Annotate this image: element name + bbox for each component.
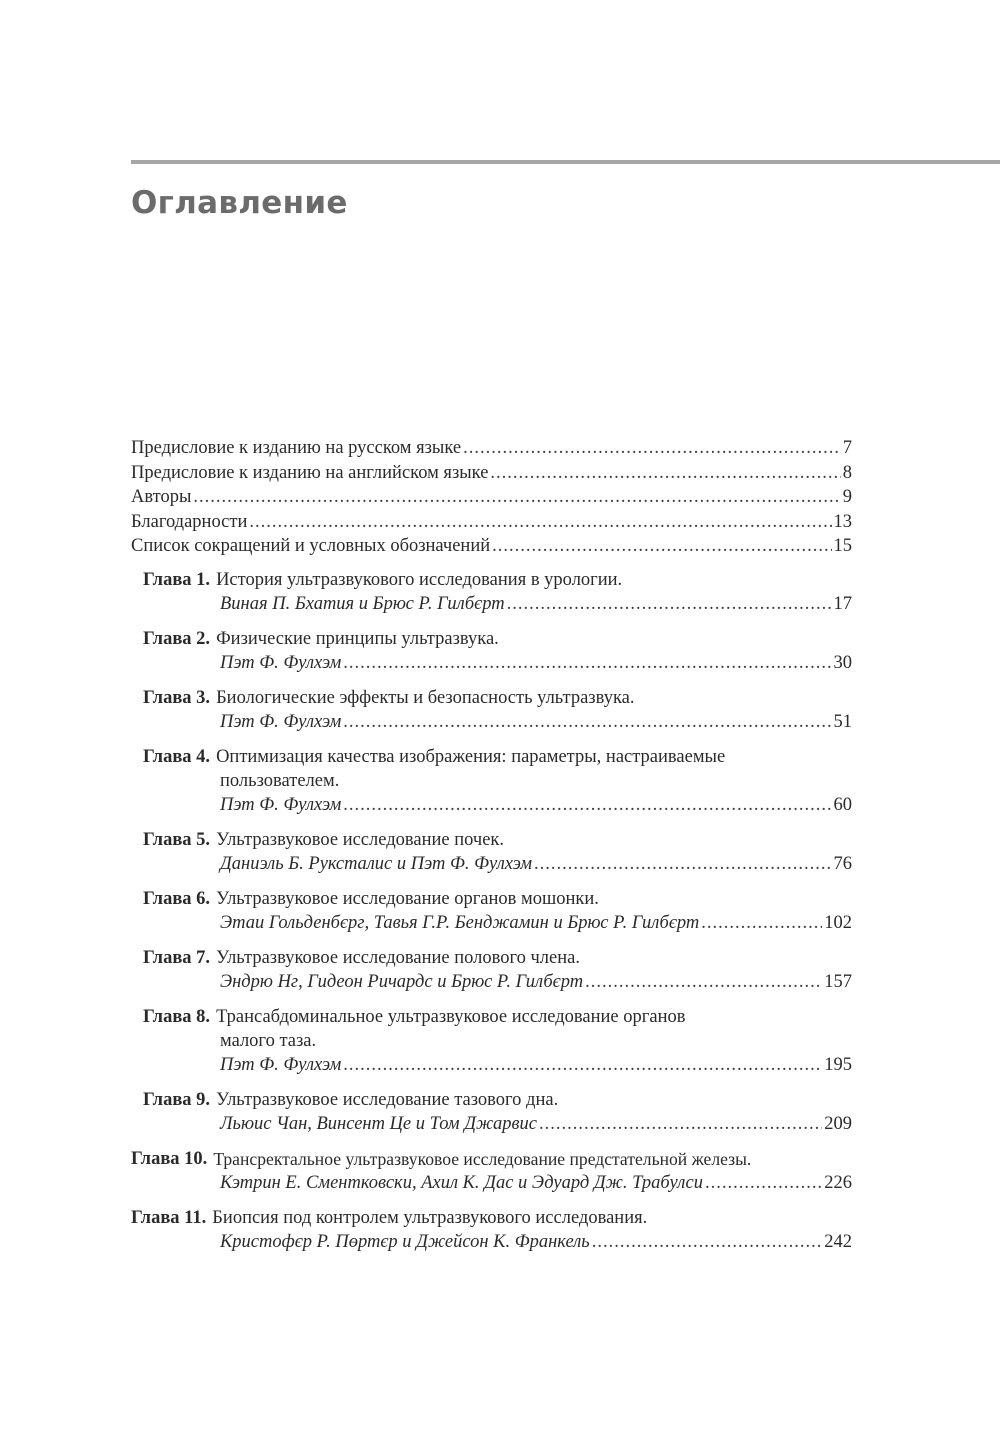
- chapter-title: Ультразвуковое исследование почек.: [216, 829, 505, 850]
- chapter-label: Глава 4.: [143, 746, 211, 767]
- chapter-title-line: [131, 627, 852, 651]
- chapter-authors-line: [131, 1171, 852, 1195]
- chapter-authors: Пэт Ф. Фулхэм: [220, 1054, 342, 1075]
- chapter-label: Глава 6.: [143, 888, 211, 909]
- chapter-authors-line: [131, 911, 852, 935]
- toc-entry-page: 15: [833, 536, 852, 557]
- chapter-authors: Этаи Гольденбєрг, Тавья Г.Р. Бенджамин и Брюс Р. Гилбєрт: [220, 912, 700, 933]
- chapter-label: Глава 3.: [143, 687, 211, 708]
- chapter-entry[interactable]: [131, 686, 852, 734]
- chapter-entry[interactable]: [131, 568, 852, 616]
- toc-entry-label: Список сокращений и условных обозначений: [131, 536, 491, 557]
- chapter-title-line: [131, 1206, 852, 1230]
- chapter-authors-line: [131, 970, 852, 994]
- chapter-label: Глава 9.: [143, 1089, 211, 1110]
- dot-leader: [534, 852, 832, 876]
- toc-entry-label: Благодарности: [131, 511, 248, 532]
- chapter-title: Ультразвуковое исследование полового члена.: [216, 947, 580, 968]
- toc-entry-page: 7: [842, 438, 852, 458]
- chapter-title: Трансректальное ультразвуковое исследование предстательной железы.: [213, 1148, 752, 1169]
- dot-leader: [343, 710, 831, 734]
- dot-leader: [343, 1053, 822, 1077]
- toc-entry-page: 9: [842, 487, 852, 508]
- chapter-title-line: [131, 686, 852, 710]
- dot-leader: [490, 461, 840, 485]
- toc-entry[interactable]: [131, 534, 852, 559]
- chapter-entry[interactable]: [131, 946, 852, 994]
- dot-leader: [701, 911, 822, 935]
- chapter-page: 226: [824, 1172, 852, 1193]
- chapter-label: Глава 5.: [143, 829, 211, 850]
- chapter-page: 157: [824, 971, 852, 992]
- chapter-authors: Эндрю Нг, Гидеон Ричардс и Брюс Р. Гилбєрт: [220, 971, 584, 992]
- chapter-title-line: [131, 887, 852, 911]
- chapter-label: Глава 7.: [143, 947, 211, 968]
- chapter-entry[interactable]: [131, 887, 852, 935]
- chapter-page: 102: [824, 912, 852, 933]
- chapter-authors: Кэтрин Е. Сментковски, Ахил К. Дас и Эдуард Дж. Трабулси: [220, 1172, 703, 1193]
- chapter-authors: Пэт Ф. Фулхэм: [220, 794, 342, 815]
- page-title: Оглавление: [131, 185, 348, 221]
- toc-entry[interactable]: [131, 461, 852, 486]
- chapter-authors-line: [131, 651, 852, 675]
- chapter-entry[interactable]: [131, 745, 852, 817]
- chapter-authors: Пэт Ф. Фулхэм: [220, 711, 342, 732]
- dot-leader: [249, 510, 831, 534]
- chapter-title-continuation: малого таза.: [220, 1030, 317, 1051]
- chapter-page: 209: [824, 1113, 852, 1134]
- chapter-page: 76: [833, 853, 852, 874]
- chapter-authors-line: [131, 1053, 852, 1077]
- chapter-title-line: [131, 946, 852, 970]
- chapter-label: Глава 1.: [143, 569, 211, 590]
- toc-entry-label: Предисловие к изданию на английском языке: [131, 462, 489, 483]
- chapter-page: 30: [833, 652, 852, 673]
- chapter-label: Глава 2.: [143, 628, 211, 649]
- chapter-title: Трансабдоминальное ультразвуковое исследование органов: [216, 1006, 686, 1027]
- toc-entry[interactable]: [131, 436, 852, 461]
- dot-leader: [492, 534, 831, 558]
- table-of-contents: [131, 436, 852, 1265]
- chapter-page: 51: [833, 711, 852, 732]
- chapter-title: Оптимизация качества изображения: параметры, настраиваемые: [216, 746, 726, 767]
- chapter-title-continuation: пользователем.: [220, 770, 340, 791]
- chapter-page: 242: [824, 1231, 852, 1252]
- chapter-entry[interactable]: [131, 828, 852, 876]
- chapter-entry[interactable]: [131, 1088, 852, 1136]
- chapter-title-line: [131, 1147, 852, 1171]
- chapter-entry[interactable]: [131, 627, 852, 675]
- chapter-title: История ультразвукового исследования в урологии.: [216, 569, 623, 590]
- chapter-list: [131, 568, 852, 1254]
- chapter-authors: Льюис Чан, Винсент Це и Том Джарвис: [220, 1113, 537, 1134]
- chapter-page: 195: [824, 1054, 852, 1075]
- chapter-title-line: [131, 745, 852, 769]
- dot-leader: [463, 436, 841, 460]
- toc-entry[interactable]: [131, 510, 852, 535]
- chapter-label: Глава 11.: [131, 1207, 207, 1228]
- chapter-title-line: [131, 1088, 852, 1112]
- chapter-authors-line: [131, 852, 852, 876]
- chapter-authors-line: [131, 793, 852, 817]
- chapter-title-line: [131, 1005, 852, 1029]
- dot-leader: [592, 1230, 823, 1254]
- chapter-authors: Кристофєр Р. Пөртєр и Джейсон К. Франкель: [220, 1231, 590, 1252]
- chapter-label: Глава 10.: [131, 1148, 208, 1169]
- chapter-authors: Пэт Ф. Фулхэм: [220, 652, 342, 673]
- chapter-title: Ультразвуковое исследование органов мошонки.: [216, 888, 599, 909]
- chapter-authors-line: [131, 592, 852, 616]
- header-rule: [131, 160, 1000, 164]
- dot-leader: [193, 485, 840, 509]
- dot-leader: [507, 592, 832, 616]
- toc-entry-label: Предисловие к изданию на русском языке: [131, 438, 462, 458]
- chapter-title: Биопсия под контролем ультразвукового исследования.: [212, 1207, 648, 1228]
- chapter-page: 60: [833, 794, 852, 815]
- dot-leader: [585, 970, 822, 994]
- chapter-title: Ультразвуковое исследование тазового дна.: [216, 1089, 559, 1110]
- chapter-authors: Виная П. Бхатия и Брюс Р. Гилбєрт: [220, 593, 505, 614]
- chapter-label: Глава 8.: [143, 1006, 211, 1027]
- toc-entry-label: Авторы: [131, 487, 192, 508]
- chapter-authors-line: [131, 1112, 852, 1136]
- toc-entry[interactable]: [131, 485, 852, 510]
- chapter-authors-line: [131, 710, 852, 734]
- chapter-title-line: [131, 568, 852, 592]
- chapter-authors: Даниэль Б. Рукстaлис и Пэт Ф. Фулхэм: [220, 853, 532, 874]
- chapter-entry[interactable]: [131, 1147, 852, 1195]
- chapter-title-line: [131, 828, 852, 852]
- chapter-entry[interactable]: [131, 1005, 852, 1077]
- dot-leader: [539, 1112, 822, 1136]
- toc-entry-page: 8: [842, 462, 852, 483]
- chapter-authors-line: [131, 1230, 852, 1254]
- dot-leader: [343, 651, 831, 675]
- dot-leader: [343, 793, 831, 817]
- chapter-title: Физические принципы ультразвука.: [216, 628, 499, 649]
- dot-leader: [705, 1171, 822, 1195]
- chapter-page: 17: [833, 593, 852, 614]
- chapter-title: Биологические эффекты и безопасность ультразвука.: [216, 687, 635, 708]
- toc-entry-page: 13: [833, 511, 852, 532]
- chapter-entry[interactable]: [131, 1206, 852, 1254]
